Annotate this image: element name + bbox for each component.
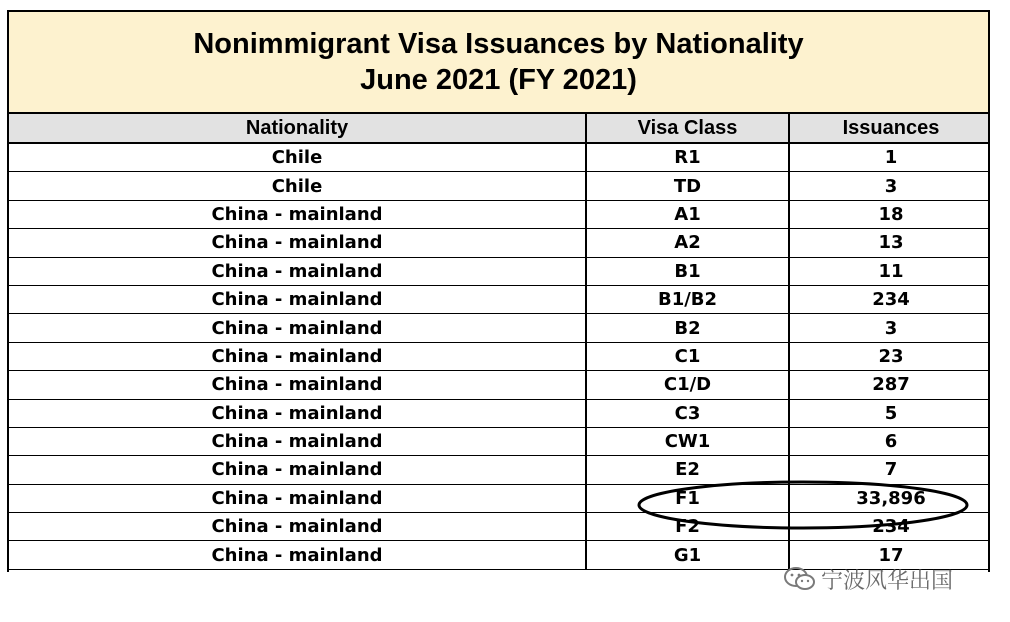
table-row (9, 200, 990, 228)
nationality-cell: China - mainland (9, 314, 586, 342)
visa-class-cell: B1 (586, 257, 789, 285)
table-row (9, 143, 990, 172)
issuances-cell: 23 (789, 342, 990, 370)
visa-class-cell: C1 (586, 342, 789, 370)
table-row (9, 257, 990, 285)
issuances-cell: 3 (789, 172, 990, 200)
table-title-banner (9, 10, 988, 114)
nationality-cell: China - mainland (9, 456, 586, 484)
nationality-cell: China - mainland (9, 399, 586, 427)
wechat-icon (783, 566, 817, 592)
nationality-cell: China - mainland (9, 229, 586, 257)
table-row (9, 484, 990, 512)
visa-class-cell: G1 (586, 541, 789, 569)
issuances-cell: 234 (789, 285, 990, 313)
issuances-cell: 17 (789, 541, 990, 569)
spreadsheet (7, 10, 990, 572)
issuances-cell: 13 (789, 229, 990, 257)
nationality-cell: China - mainland (9, 285, 586, 313)
visa-class-cell: TD (586, 172, 789, 200)
nationality-cell: China - mainland (9, 371, 586, 399)
visa-class-cell: C1/D (586, 371, 789, 399)
issuances-cell: 287 (789, 371, 990, 399)
table-title: Nonimmigrant Visa Issuances by Nationality (193, 28, 804, 60)
table-row (9, 342, 990, 370)
nationality-cell: Chile (9, 143, 586, 172)
table-row (9, 427, 990, 455)
nationality-cell: Chile (9, 172, 586, 200)
visa-class-cell: A1 (586, 200, 789, 228)
visa-issuance-table (9, 114, 990, 570)
issuances-cell: 11 (789, 257, 990, 285)
issuances-cell: 5 (789, 399, 990, 427)
nationality-cell: China - mainland (9, 200, 586, 228)
nationality-cell: China - mainland (9, 484, 586, 512)
header-row (9, 114, 990, 143)
issuances-cell: 234 (789, 513, 990, 541)
column-header-visa-class: Visa Class (586, 114, 789, 143)
nationality-cell: China - mainland (9, 541, 586, 569)
issuances-cell: 1 (789, 143, 990, 172)
watermark-text: 宁波风华出国 (821, 568, 954, 594)
table-row (9, 172, 990, 200)
visa-class-cell: A2 (586, 229, 789, 257)
visa-class-cell: B1/B2 (586, 285, 789, 313)
nationality-cell: China - mainland (9, 342, 586, 370)
table-row (9, 371, 990, 399)
column-header-issuances: Issuances (789, 114, 990, 143)
table-row (9, 229, 990, 257)
watermark (783, 564, 983, 594)
visa-class-cell: CW1 (586, 427, 789, 455)
table-subtitle: June 2021 (FY 2021) (360, 64, 637, 96)
issuances-cell: 3 (789, 314, 990, 342)
issuances-cell: 6 (789, 427, 990, 455)
issuances-cell: 7 (789, 456, 990, 484)
visa-class-cell: R1 (586, 143, 789, 172)
table-row (9, 285, 990, 313)
visa-class-cell: F1 (586, 484, 789, 512)
visa-class-cell: C3 (586, 399, 789, 427)
nationality-cell: China - mainland (9, 513, 586, 541)
column-header-nationality: Nationality (9, 114, 586, 143)
visa-class-cell: B2 (586, 314, 789, 342)
table-row (9, 513, 990, 541)
issuances-cell: 33,896 (789, 484, 990, 512)
table-row (9, 456, 990, 484)
table-row (9, 399, 990, 427)
nationality-cell: China - mainland (9, 257, 586, 285)
nationality-cell: China - mainland (9, 427, 586, 455)
visa-class-cell: F2 (586, 513, 789, 541)
table-row (9, 314, 990, 342)
visa-class-cell: E2 (586, 456, 789, 484)
issuances-cell: 18 (789, 200, 990, 228)
